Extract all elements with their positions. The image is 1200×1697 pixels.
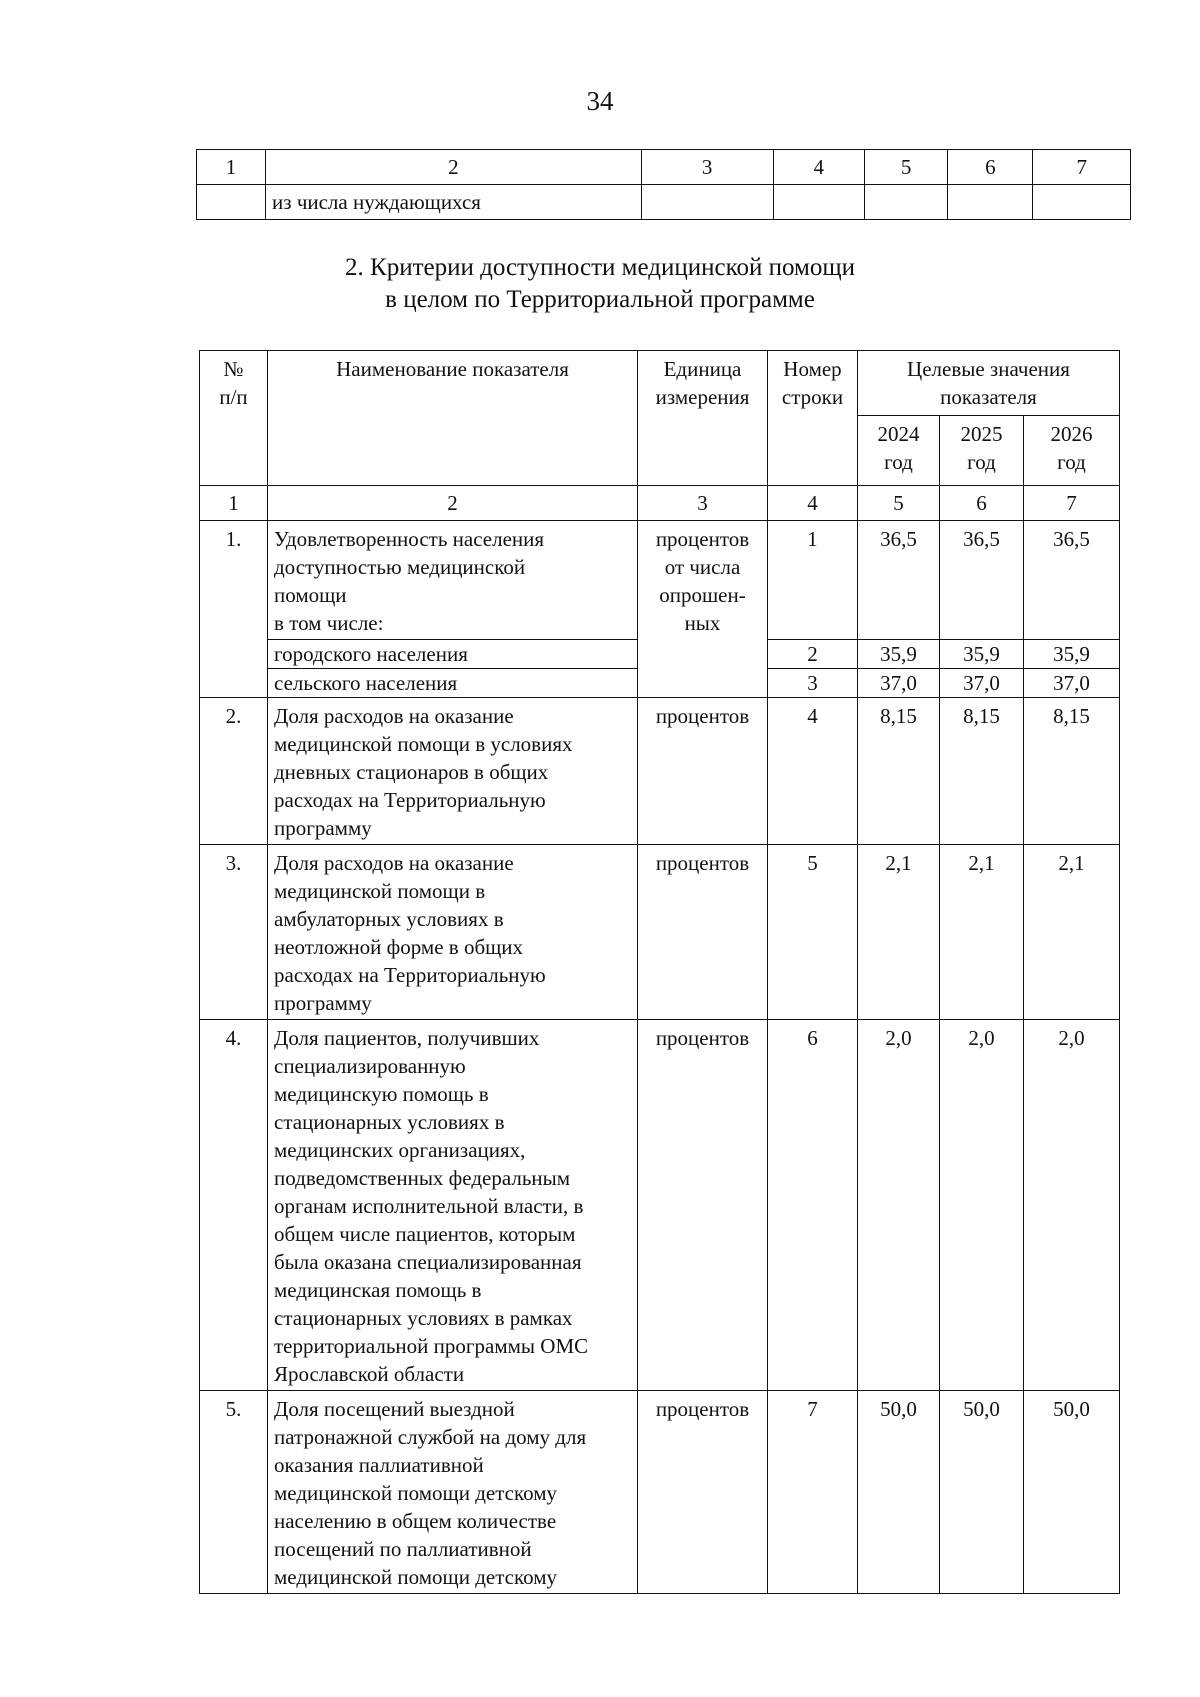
unit-line: от числа <box>664 555 741 579</box>
col-number: 3 <box>638 486 768 521</box>
value-2024: 8,15 <box>858 698 940 845</box>
section-title-line2: в целом по Территориальной программе <box>385 286 815 313</box>
value-2025: 35,9 <box>940 640 1024 669</box>
name-line: Доля посещений выездной <box>274 1397 515 1421</box>
col-number: 2 <box>266 150 642 185</box>
name-line: амбулаторных условиях в <box>274 907 504 931</box>
header-line-line2: строки <box>781 385 844 409</box>
section-title <box>0 252 1200 316</box>
name-line: программу <box>274 816 372 840</box>
name-line: Доля расходов на оказание <box>274 704 514 728</box>
continuation-text: из числа нуждающихся <box>266 185 642 220</box>
header-unit-line2: измерения <box>655 385 750 409</box>
line-number: 3 <box>768 669 858 698</box>
empty-cell <box>773 185 864 220</box>
year-word: год <box>967 450 996 474</box>
name-line: Доля пациентов, получивших <box>274 1026 540 1050</box>
unit: процентов <box>638 845 768 1020</box>
value-2024: 36,5 <box>858 521 940 640</box>
indicator-name <box>268 1391 638 1594</box>
table-row <box>200 521 1120 640</box>
header-year-2024 <box>858 416 940 486</box>
header-targets-line1: Целевые значения <box>907 357 1070 381</box>
table-row <box>200 1391 1120 1594</box>
value-2026: 37,0 <box>1024 669 1120 698</box>
name-line: территориальной программы ОМС <box>274 1334 589 1358</box>
name-line: медицинская помощь в <box>274 1278 482 1302</box>
value-2024: 50,0 <box>858 1391 940 1594</box>
name-line: медицинской помощи детскому <box>274 1565 557 1589</box>
value-2025: 2,1 <box>940 845 1024 1020</box>
row-number: 2. <box>200 698 268 845</box>
value-2026: 2,1 <box>1024 845 1120 1020</box>
name-line: дневных стационаров в общих <box>274 760 549 784</box>
name-line: патронажной службой на дому для <box>274 1425 587 1449</box>
unit <box>638 521 768 698</box>
year-value: 2026 <box>1050 422 1093 446</box>
name-line: медицинской помощи в <box>274 879 486 903</box>
continuation-header-row <box>197 150 1131 185</box>
unit-line: процентов <box>655 527 750 551</box>
name-line: Удовлетворенность населения <box>274 527 545 551</box>
year-word: год <box>884 450 913 474</box>
indicator-name <box>268 698 638 845</box>
indicator-name <box>268 845 638 1020</box>
name-line: программу <box>274 991 372 1015</box>
unit-line: опрошен- <box>659 583 746 607</box>
name-line: медицинской помощи в условиях <box>274 732 573 756</box>
col-number: 1 <box>197 150 266 185</box>
unit: процентов <box>638 698 768 845</box>
empty-cell <box>641 185 773 220</box>
value-2025: 2,0 <box>940 1020 1024 1391</box>
name-line: стационарных условиях в рамках <box>274 1306 573 1330</box>
column-numbers-row <box>200 486 1120 521</box>
value-2026: 35,9 <box>1024 640 1120 669</box>
name-line: подведомственных федеральным <box>274 1166 571 1190</box>
line-number: 6 <box>768 1020 858 1391</box>
year-value: 2024 <box>877 422 920 446</box>
col-number: 2 <box>268 486 638 521</box>
value-2026: 50,0 <box>1024 1391 1120 1594</box>
criteria-table <box>199 350 1120 1594</box>
name-line: расходах на Территориальную <box>274 788 546 812</box>
col-number: 5 <box>858 486 940 521</box>
continuation-row <box>197 185 1131 220</box>
row-number: 4. <box>200 1020 268 1391</box>
header-targets <box>858 351 1120 416</box>
empty-cell <box>197 185 266 220</box>
line-number: 1 <box>768 521 858 640</box>
page-number: 34 <box>586 86 614 116</box>
header-year-2025 <box>940 416 1024 486</box>
col-number: 6 <box>940 486 1024 521</box>
header-no-line2: п/п <box>219 385 248 409</box>
header-name: Наименование показателя <box>268 351 638 486</box>
continuation-table <box>196 149 1131 220</box>
unit: процентов <box>638 1020 768 1391</box>
indicator-name <box>268 521 638 640</box>
value-2026: 8,15 <box>1024 698 1120 845</box>
value-2025: 37,0 <box>940 669 1024 698</box>
name-line: стационарных условиях в <box>274 1110 505 1134</box>
empty-cell <box>1033 185 1131 220</box>
value-2024: 37,0 <box>858 669 940 698</box>
header-no <box>200 351 268 486</box>
indicator-name: сельского населения <box>268 669 638 698</box>
table-row <box>200 845 1120 1020</box>
col-number: 4 <box>768 486 858 521</box>
line-number: 7 <box>768 1391 858 1594</box>
indicator-name: городского населения <box>268 640 638 669</box>
col-number: 7 <box>1024 486 1120 521</box>
name-line: доступностью медицинской <box>274 555 526 579</box>
name-line: медицинских организациях, <box>274 1138 526 1162</box>
name-line: медицинскую помощь в <box>274 1082 489 1106</box>
col-number: 4 <box>773 150 864 185</box>
row-number: 5. <box>200 1391 268 1594</box>
line-number: 2 <box>768 640 858 669</box>
name-line: посещений по паллиативной <box>274 1537 532 1561</box>
name-line: общем числе пациентов, которым <box>274 1222 576 1246</box>
value-2025: 36,5 <box>940 521 1024 640</box>
header-unit <box>638 351 768 486</box>
name-line: неотложной форме в общих <box>274 935 524 959</box>
table-row <box>200 1020 1120 1391</box>
empty-cell <box>864 185 947 220</box>
empty-cell <box>948 185 1033 220</box>
value-2026: 36,5 <box>1024 521 1120 640</box>
value-2026: 2,0 <box>1024 1020 1120 1391</box>
header-line-line1: Номер <box>783 357 842 381</box>
header-targets-line2: показателя <box>940 385 1037 409</box>
header-line-number <box>768 351 858 486</box>
value-2024: 35,9 <box>858 640 940 669</box>
unit: процентов <box>638 1391 768 1594</box>
header-year-2026 <box>1024 416 1120 486</box>
name-line: специализированную <box>274 1054 466 1078</box>
name-line: медицинской помощи детскому <box>274 1481 557 1505</box>
row-number: 1. <box>200 521 268 698</box>
name-line: помощи <box>274 583 347 607</box>
name-line: органам исполнительной власти, в <box>274 1194 584 1218</box>
col-number: 7 <box>1033 150 1131 185</box>
value-2024: 2,0 <box>858 1020 940 1391</box>
value-2025: 8,15 <box>940 698 1024 845</box>
unit-line: ных <box>684 611 721 635</box>
header-no-line1: № <box>223 357 244 381</box>
section-title-line1: 2. Критерии доступности медицинской помощи <box>345 254 855 281</box>
col-number: 3 <box>641 150 773 185</box>
line-number: 5 <box>768 845 858 1020</box>
table-row <box>200 698 1120 845</box>
col-number: 1 <box>200 486 268 521</box>
name-line: Доля расходов на оказание <box>274 851 514 875</box>
line-number: 4 <box>768 698 858 845</box>
name-line: населению в общем количестве <box>274 1509 557 1533</box>
name-line: была оказана специализированная <box>274 1250 582 1274</box>
col-number: 6 <box>948 150 1033 185</box>
value-2024: 2,1 <box>858 845 940 1020</box>
header-unit-line1: Единица <box>663 357 742 381</box>
indicator-name <box>268 1020 638 1391</box>
name-line: Ярославской области <box>274 1362 465 1386</box>
year-value: 2025 <box>960 422 1003 446</box>
col-number: 5 <box>864 150 947 185</box>
name-line: расходах на Территориальную <box>274 963 546 987</box>
row-number: 3. <box>200 845 268 1020</box>
header-row <box>200 351 1120 416</box>
value-2025: 50,0 <box>940 1391 1024 1594</box>
name-line: оказания паллиативной <box>274 1453 484 1477</box>
name-line: в том числе: <box>274 611 384 635</box>
year-word: год <box>1057 450 1086 474</box>
